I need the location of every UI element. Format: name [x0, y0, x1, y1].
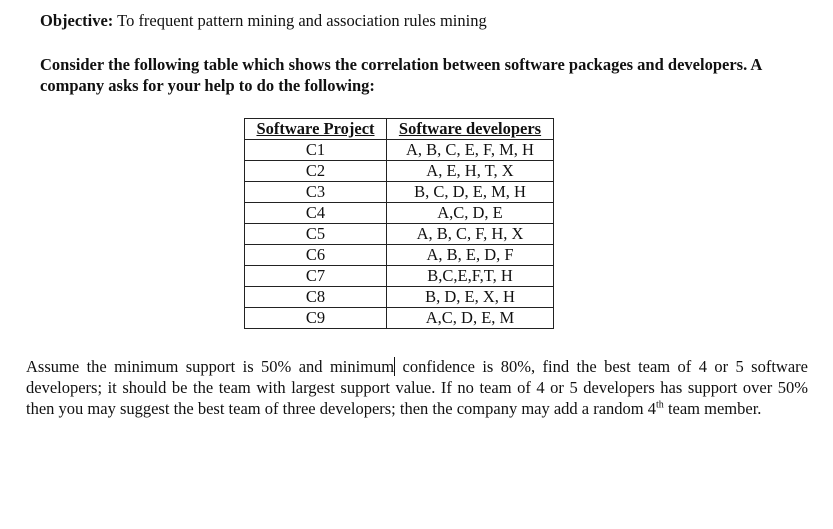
project-cell: C8	[245, 287, 387, 308]
project-cell: C7	[245, 266, 387, 287]
intro-paragraph: Consider the following table which shows the correlation between software packages and developers. A company asks for your help to do the following:	[40, 55, 762, 95]
developers-cell: A, E, H, T, X	[387, 161, 554, 182]
developers-cell: A, B, C, E, F, M, H	[387, 140, 554, 161]
project-cell: C4	[245, 203, 387, 224]
ordinal-suffix: th	[656, 399, 664, 411]
project-cell: C9	[245, 308, 387, 329]
objective-line	[40, 11, 487, 31]
developers-cell: B,C,E,F,T, H	[387, 266, 554, 287]
table-row	[245, 161, 554, 182]
objective-label: Objective:	[40, 11, 114, 30]
table-row	[245, 140, 554, 161]
table-row	[245, 308, 554, 329]
developers-cell: B, D, E, X, H	[387, 287, 554, 308]
developers-cell: A, B, E, D, F	[387, 245, 554, 266]
developers-cell: A,C, D, E	[387, 203, 554, 224]
header-software-project: Software Project	[245, 119, 387, 140]
project-cell: C2	[245, 161, 387, 182]
assignment-paragraph[interactable]	[26, 356, 808, 419]
assignment-text-part2: confidence is 80%, find the best team of 4 or 5 software developers; it should be the team with largest support value. If no team of 4 or 5 developers has support over 50% then you may suggest the best team of three developers; then the company may add a random 4	[26, 357, 808, 418]
assignment-text-part1: Assume the minimum support is 50% and minimum	[26, 357, 395, 376]
project-cell: C1	[245, 140, 387, 161]
objective-text: To frequent pattern mining and association rules mining	[117, 11, 487, 30]
table-row	[245, 182, 554, 203]
projects-developers-table	[244, 118, 554, 329]
project-cell: C3	[245, 182, 387, 203]
project-cell: C6	[245, 245, 387, 266]
project-cell: C5	[245, 224, 387, 245]
assignment-text-part3: team member.	[663, 399, 762, 418]
table-row	[245, 287, 554, 308]
header-software-developers: Software developers	[387, 119, 554, 140]
developers-cell: A,C, D, E, M	[387, 308, 554, 329]
table-header-row	[245, 119, 554, 140]
table-row	[245, 224, 554, 245]
developers-cell: A, B, C, F, H, X	[387, 224, 554, 245]
table-row	[245, 203, 554, 224]
developers-cell: B, C, D, E, M, H	[387, 182, 554, 203]
table-row	[245, 266, 554, 287]
table-row	[245, 245, 554, 266]
